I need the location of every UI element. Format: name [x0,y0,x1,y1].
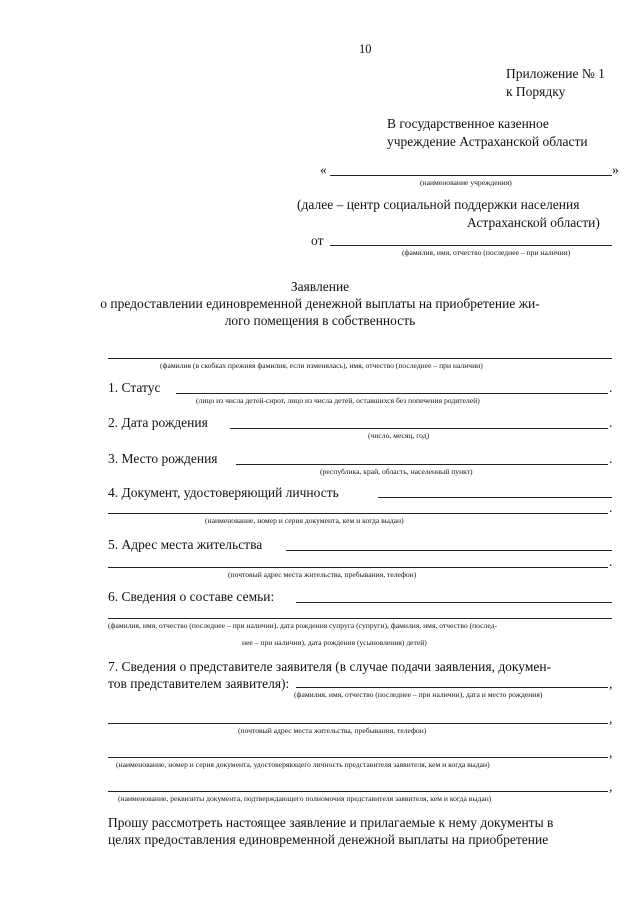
address-line2 [108,567,608,568]
status-period: . [609,380,613,395]
hereinafter-line2: Астраханской области) [467,215,600,230]
birth-date-period: . [609,415,613,430]
birth-date-label: 2. Дата рождения [108,415,208,430]
representative-comma4: , [609,779,613,794]
addressee-line2: учреждение Астраханской области [387,134,588,149]
family-line1 [296,602,612,603]
birth-place-label: 3. Место рождения [108,451,218,466]
representative-caption1: (фамилия, имя, отчество (последнее – при наличии), дата и место рождения) [294,690,543,699]
identity-doc-line2 [108,513,608,514]
quote-open: « [320,162,327,177]
representative-comma3: , [609,745,613,760]
representative-caption2: (почтовый адрес места жительства, пребывания, телефон) [238,726,427,735]
title-line3: лого помещения в собственность [224,313,416,328]
birth-place-period: . [609,451,613,466]
identity-doc-label: 4. Документ, удостоверяющий личность [108,485,339,500]
appendix-line1: Приложение № 1 [506,66,605,81]
applicant-caption: (фамилия (в скобках прежняя фамилия, если изменялась), имя, отчество (последнее – при наличии) [160,361,483,370]
from-label: от [311,233,324,248]
request-line1: Прошу рассмотреть настоящее заявление и прилагаемые к нему документы в [108,815,554,830]
title-line2: о предоставлении единовременной денежной выплаты на приобретение жи- [100,296,540,311]
birth-place-caption: (республика, край, область, населенный пункт) [320,467,473,476]
institution-caption: (наименование учреждения) [420,178,512,187]
request-line2: целях предоставления единовременной денежной выплаты на приобретение [108,832,549,847]
status-caption: (лицо из числа детей-сирот, лицо из числа детей, оставшихся без попечения родителей) [196,396,480,405]
representative-line1 [296,687,608,688]
status-line [176,393,608,394]
from-caption: (фамилия, имя, отчество (последнее – при наличии) [402,248,571,257]
from-line [330,245,612,246]
family-caption-line2: нее – при наличии), дата рождения (усыновления) детей) [242,638,427,647]
address-label: 5. Адрес места жительства [108,537,263,552]
representative-caption3: (наименование, номер и серия документа, удостоверяющего личность представителя заявителя, кем и когда выдан) [116,760,490,769]
status-label: 1. Статус [108,380,161,395]
birth-date-line [230,428,608,429]
address-line1 [286,550,612,551]
address-period: . [609,554,613,569]
institution-line [330,175,612,176]
representative-caption4: (наименование, реквизиты документа, подтверждающего полномочия представителя заявителя, кем и когда выдан) [118,794,492,803]
page-number: 10 [359,42,372,56]
family-caption-line1: (фамилия, имя, отчество (последнее – при наличии), дата рождения супруга (супруги), фамилия, имя, отчество (послед- [108,621,497,630]
addressee-line1: В государственное казенное [387,116,549,131]
address-caption: (почтовый адрес места жительства, пребывания, телефон) [228,570,417,579]
family-label: 6. Сведения о составе семьи: [108,589,275,604]
representative-line4 [108,791,608,792]
representative-line3 [108,757,608,758]
representative-label-line2: тов представителем заявителя): [108,676,290,691]
applicant-line [108,358,612,359]
representative-line2 [108,723,608,724]
representative-label-line1: 7. Сведения о представителе заявителя (в случае подачи заявления, докумен- [108,659,552,674]
title-line1: Заявление [290,279,350,294]
quote-close: » [612,162,619,177]
representative-comma2: , [609,711,613,726]
identity-doc-period: . [609,500,613,515]
family-line2 [108,618,612,619]
representative-comma1: , [609,676,613,691]
birth-place-line [236,464,608,465]
appendix-line2: к Порядку [506,84,566,99]
identity-doc-caption: (наименование, номер и серия документа, кем и когда выдан) [205,516,404,525]
hereinafter-line1: (далее – центр социальной поддержки населения [297,197,580,212]
identity-doc-line1 [378,497,612,498]
birth-date-caption: (число, месяц, год) [368,431,430,440]
